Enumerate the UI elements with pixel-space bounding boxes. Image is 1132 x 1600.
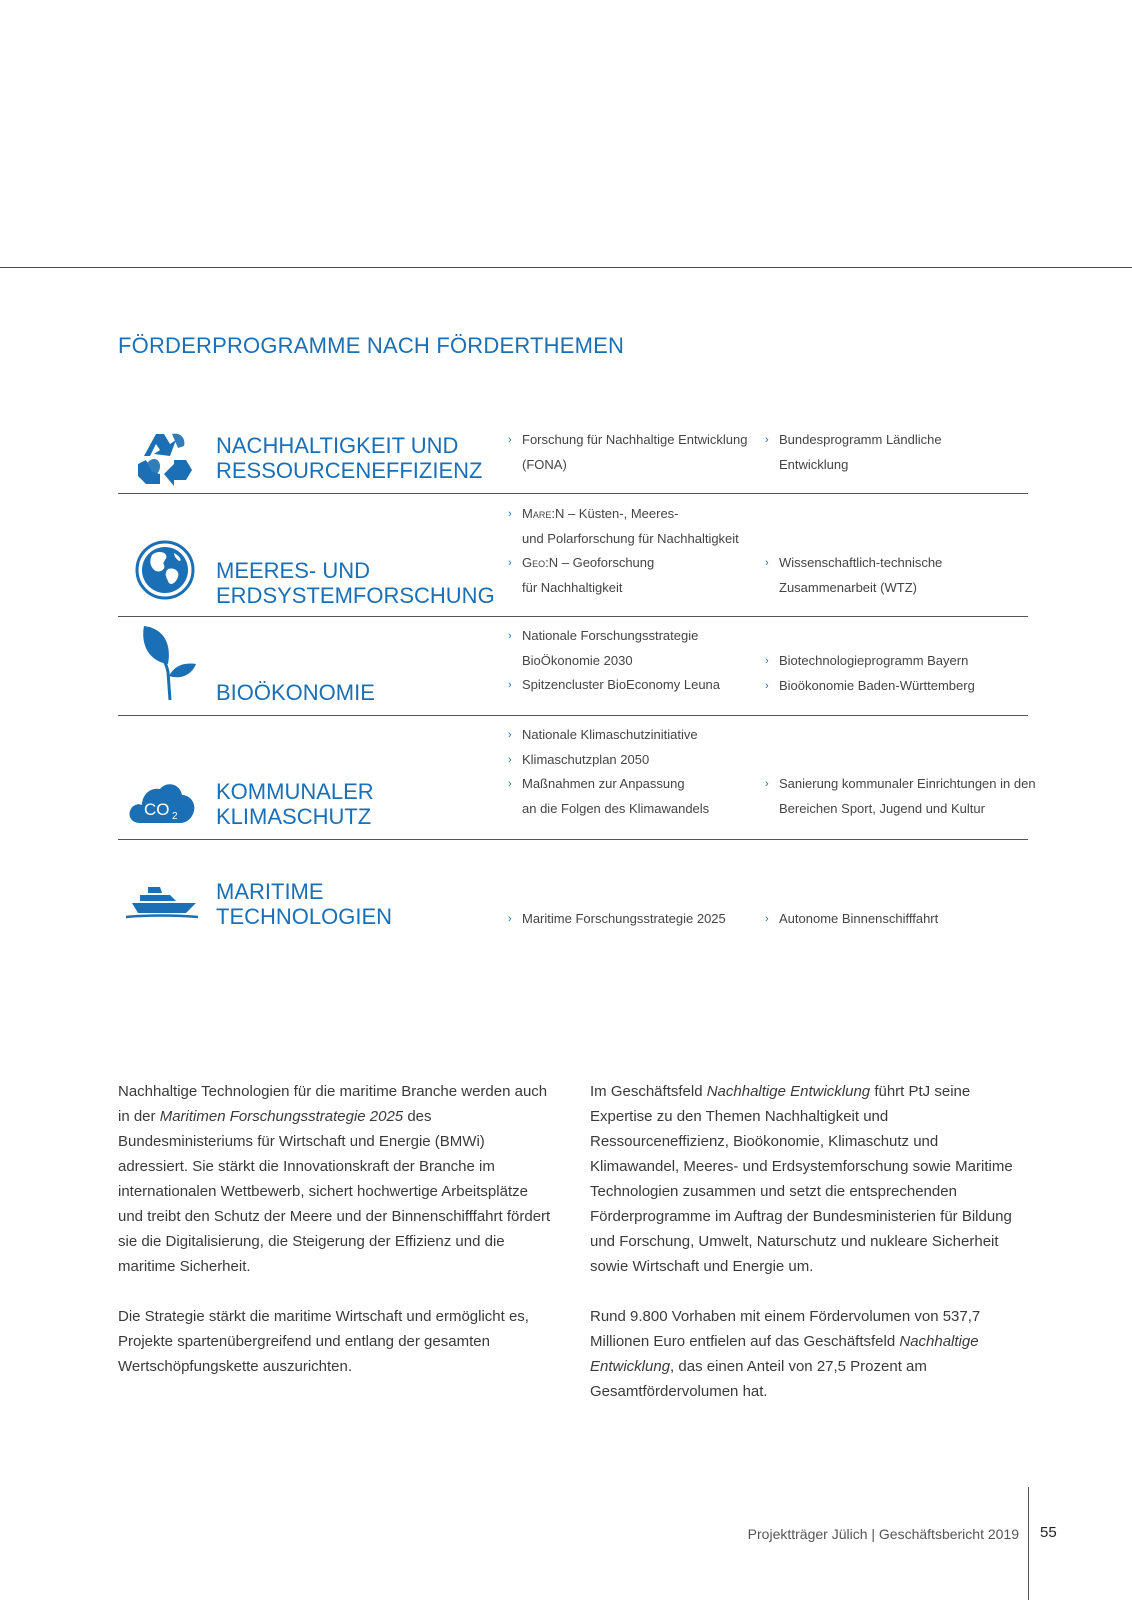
- chevron-right-icon: ›: [508, 913, 512, 925]
- theme-row-meeres: [118, 493, 1028, 617]
- footer-publication: Projektträger Jülich | Geschäftsbericht 2019: [747, 1526, 1019, 1542]
- body-paragraph: [590, 1079, 1030, 1279]
- emphasis-text: Maritimen Forschungsstrategie 2025: [159, 1108, 404, 1125]
- program-item: › Bundesprogramm Ländliche Entwicklung: [765, 428, 1045, 477]
- body-text: , das einen Anteil von 27,5 Prozent am Gesamtfördervolumen hat.: [590, 1358, 927, 1400]
- body-paragraph: [590, 1304, 1030, 1404]
- chevron-right-icon: ›: [508, 778, 512, 790]
- theme-row-maritime: [118, 839, 1028, 939]
- footer-divider: [1028, 1487, 1029, 1600]
- program-list-col1: [508, 502, 758, 600]
- chevron-right-icon: ›: [508, 434, 512, 446]
- program-item: › Biotechnologieprogramm Bayern: [765, 649, 1045, 674]
- body-text: Im Geschäftsfeld: [590, 1083, 707, 1100]
- program-item: › Sanierung kommunaler Einrichtungen in den Bereichen Sport, Jugend und Kultur: [765, 772, 1045, 821]
- program-list-col2: [765, 649, 1045, 698]
- chevron-right-icon: ›: [765, 778, 769, 790]
- ship-icon: [126, 883, 198, 924]
- program-list-col1: [508, 624, 758, 698]
- body-text-left: [118, 1079, 553, 1404]
- body-text: Rund 9.800 Vorhaben mit einem Fördervolumen von 537,7 Millionen Euro entfielen auf das Geschäftsfeld: [590, 1308, 981, 1350]
- program-item: › Forschung für Nachhaltige Entwicklung (FONA): [508, 428, 758, 477]
- program-list-col1: [508, 723, 758, 821]
- body-text: des Bundesministeriums für Wirtschaft und Energie (BMWi) adressiert. Sie stärkt die Innovationskraft der Branche im internationalen Wettbewerb, sichert hochwertige Arbeitsplätze und treibt den Schutz der Meere und der Binnenschifffahrt fördert sie die Digitalisierung, die Steigerung der Effizienz und die maritime Sicherheit.: [118, 1108, 551, 1275]
- program-item: › Mare:N – Küsten-, Meeres- und Polarforschung für Nachhaltigkeit: [508, 502, 758, 551]
- co2-label: CO: [144, 800, 170, 819]
- chevron-right-icon: ›: [508, 508, 512, 520]
- program-item: › Geo:N – Geoforschung für Nachhaltigkeit: [508, 551, 758, 600]
- chevron-right-icon: ›: [508, 630, 512, 642]
- emphasis-text: Nachhaltige Entwicklung: [590, 1333, 979, 1375]
- body-paragraph: [118, 1079, 553, 1279]
- theme-row-biooekonomie: [118, 616, 1028, 716]
- chevron-right-icon: ›: [508, 679, 512, 691]
- section-title: FÖRDERPROGRAMME NACH FÖRDERTHEMEN: [118, 333, 625, 358]
- top-divider: [0, 267, 1132, 268]
- body-text: Die Strategie stärkt die maritime Wirtschaft und ermöglicht es, Projekte spartenübergreifend und entlang der gesamten Wertschöpfungskette auszurichten.: [118, 1308, 529, 1375]
- program-item: › Nationale Forschungsstrategie BioÖkonomie 2030: [508, 624, 758, 673]
- globe-icon: [134, 539, 196, 606]
- theme-name: MEERES- UND ERDSYSTEMFORSCHUNG: [216, 558, 495, 608]
- chevron-right-icon: ›: [508, 729, 512, 741]
- page-number: 55: [1040, 1524, 1057, 1541]
- chevron-right-icon: ›: [765, 655, 769, 667]
- leaf-icon: [138, 622, 200, 707]
- body-text: Nachhaltige Technologien für die maritime Branche werden auch in der: [118, 1083, 548, 1125]
- program-list-col1: [508, 907, 758, 932]
- body-text-right: [590, 1079, 1030, 1429]
- chevron-right-icon: ›: [765, 679, 769, 692]
- chevron-right-icon: ›: [508, 753, 512, 766]
- program-item: › Klimaschutzplan 2050: [508, 748, 758, 773]
- chevron-right-icon: ›: [765, 913, 769, 925]
- program-item: › Nationale Klimaschutzinitiative: [508, 723, 758, 748]
- theme-row-klimaschutz: [118, 715, 1036, 840]
- theme-name: BIOÖKONOMIE: [216, 680, 375, 705]
- theme-name: NACHHALTIGKEIT UND RESSOURCENEFFIZIENZ: [216, 433, 483, 483]
- program-item: › Autonome Binnenschifffahrt: [765, 907, 1045, 932]
- chevron-right-icon: ›: [765, 434, 769, 446]
- co2-subscript: 2: [172, 811, 178, 822]
- program-item: › Spitzencluster BioEconomy Leuna: [508, 673, 758, 698]
- program-list-col1: [508, 428, 758, 477]
- program-item: › Bioökonomie Baden-Württemberg: [765, 674, 1045, 699]
- program-list-col2: [765, 907, 1045, 932]
- recycle-icon: [130, 426, 196, 495]
- program-item: › Wissenschaftlich-technische Zusammenarbeit (WTZ): [765, 551, 1045, 600]
- chevron-right-icon: ›: [765, 557, 769, 569]
- theme-name: MARITIME TECHNOLOGIEN: [216, 879, 393, 929]
- program-item: › Maritime Forschungsstrategie 2025: [508, 907, 758, 932]
- chevron-right-icon: ›: [508, 557, 512, 569]
- program-list-col2: [765, 428, 1045, 477]
- theme-name: KOMMUNALER KLIMASCHUTZ: [216, 779, 374, 829]
- program-list-col2: [765, 772, 1045, 821]
- body-text: führt PtJ seine Expertise zu den Themen Nachhaltigkeit und Ressourceneffizienz, Bioökonomie, Klimaschutz und Klimawandel, Meeres- und Erdsystemforschung sowie Maritime Technologien zusammen und setzt die entsprechenden Förderprogramme im Auftrag der Bundesministerien für Bildung und Forschung, Umwelt, Naturschutz und nukleare Sicherheit sowie Wirtschaft und Energie um.: [590, 1083, 1013, 1275]
- program-list-col2: [765, 551, 1045, 600]
- emphasis-text: Nachhaltige Entwicklung: [706, 1083, 871, 1100]
- co2-cloud-icon: [128, 777, 196, 830]
- theme-row-nachhaltigkeit: [118, 417, 1028, 494]
- body-paragraph: [118, 1304, 553, 1379]
- program-item: › Maßnahmen zur Anpassung an die Folgen des Klimawandels: [508, 772, 758, 821]
